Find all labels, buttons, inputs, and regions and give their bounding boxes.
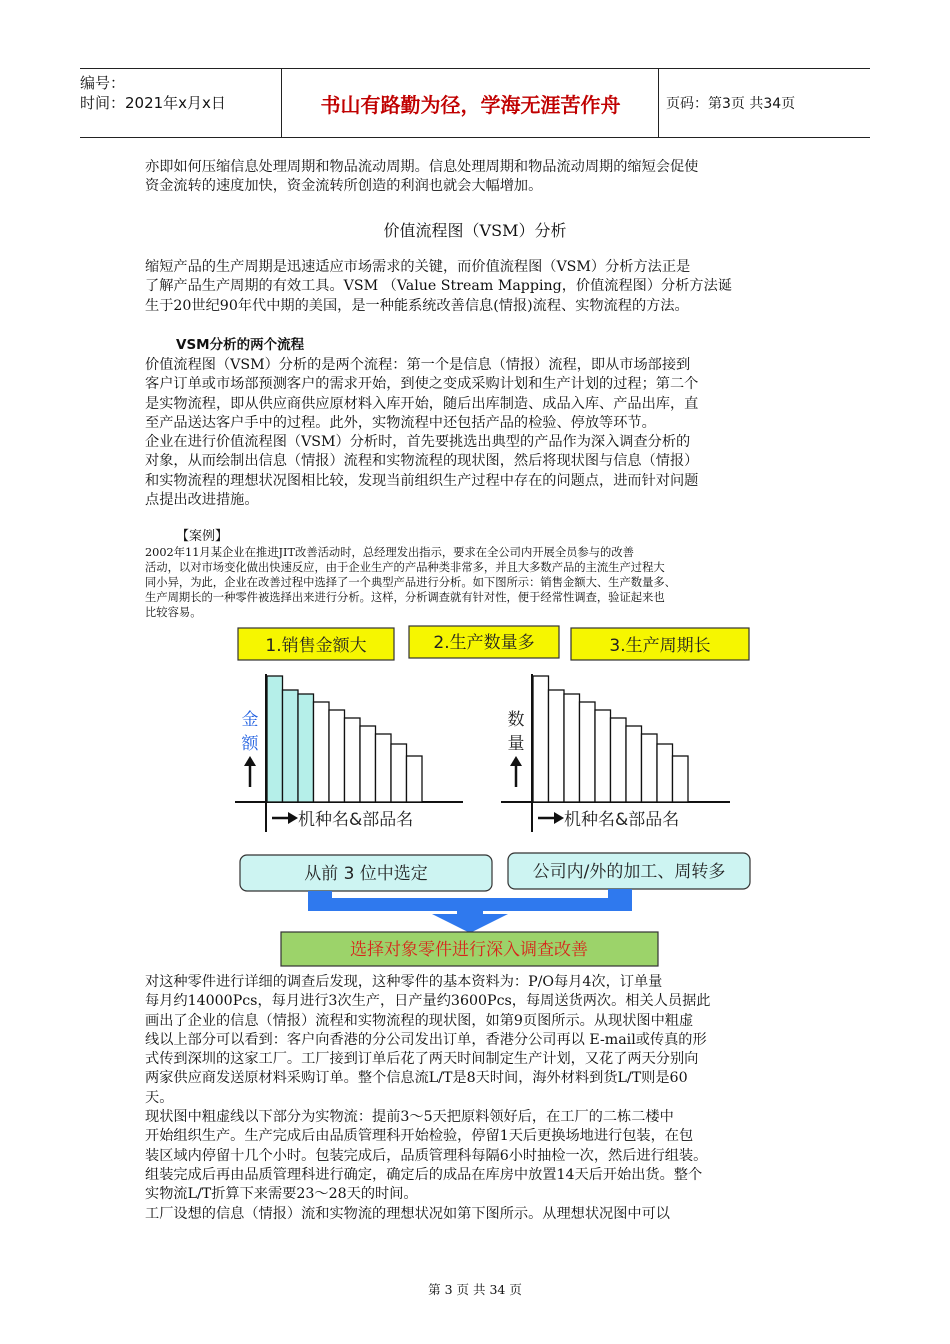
section-title: 价值流程图（VSM）分析: [383, 221, 567, 240]
up-arrow-icon: [510, 756, 522, 787]
text-line: 资金流转的速度加快，资金流转所创造的利润也就会大幅增加。: [145, 178, 543, 195]
right-ylabel-2: 量: [507, 734, 525, 754]
vsm-intro-paragraph: [145, 258, 810, 316]
pareto-bar: [626, 726, 642, 802]
text-line: 至产品送达客户手中的过程。此外，实物流程中还包括产品的检验、停放等环节。: [145, 414, 656, 431]
text-line: 了解产品生产周期的有效工具。VSM （Value Stream Mapping，价值流程图）分析方法诞: [145, 278, 732, 295]
text-line: 生产周期长的一种零件被选择出来进行分析。这样，分析调查就有针对性，便于经常性调查，验证起来也: [145, 591, 665, 604]
pareto-bar: [314, 702, 330, 802]
criteria-box-2-label: 2.生产数量多: [433, 633, 535, 653]
text-line: 现状图中粗虚线以下部分为实物流：提前3～5天把原料领好后，在工厂的二栋二楼中: [145, 1109, 674, 1126]
page-header: [80, 68, 870, 138]
number-label: 编号：: [80, 74, 126, 92]
pareto-bar: [329, 710, 345, 802]
selection-box-right-label: 公司内/外的加工、周转多: [532, 862, 726, 882]
pareto-bar: [611, 718, 627, 802]
text-line: 组装完成后再由品质管理科进行确定，确定后的成品在库房中放置14天后开始出货。整个: [145, 1166, 703, 1183]
criteria-box-3: [571, 628, 749, 660]
case-label: 【案例】: [176, 529, 229, 544]
pareto-bar: [360, 726, 376, 802]
text-line: 式传到深圳的这家工厂。工厂接到订单后花了两天时间制定生产计划，又花了两天分别向: [145, 1051, 699, 1068]
text-line: 装区域内停留十几个小时。包装完成后，品质管理科每隔6小时抽检一次，然后进行组装。: [145, 1147, 708, 1164]
text-line: 活动，以对市场变化做出快速反应，由于企业生产的产品种类非常多，并且大多数产品的主流生产过程大: [145, 561, 665, 574]
pareto-bar: [564, 694, 580, 802]
result-box: [281, 932, 658, 966]
text-line: 对这种零件进行详细的调查后发现，这种零件的基本资料为：P/O每月4次，订单量: [145, 974, 663, 990]
right-arrow-icon: [272, 812, 298, 824]
right-xlabel: 机种名&部品名: [564, 810, 680, 830]
text-line: 比较容易。: [145, 606, 202, 619]
after-figure-paragraph: [145, 973, 810, 1224]
text-line: 缩短产品的生产周期是迅速适应市场需求的关键，而价值流程图（VSM）分析方法正是: [145, 259, 691, 275]
case-text: [145, 545, 825, 620]
pareto-bar: [298, 694, 314, 802]
text-line: 是实物流程，即从供应商供应原材料入库开始，随后出库制造、成品入库、产品出库，直: [145, 395, 699, 412]
time-label: 时间：2021年x月x日: [80, 94, 226, 112]
result-box-label: 选择对象零件进行深入调查改善: [350, 940, 588, 960]
pareto-bar: [283, 690, 299, 802]
subheading: [176, 336, 841, 355]
page-footer: 第 3 页 共 34 页: [428, 1282, 522, 1297]
text-line: 两家供应商发送原材料采购订单。整个信息流L/T是8天时间，海外材料到货L/T则是60: [145, 1070, 688, 1087]
text-line: 对象，从而绘制出信息（情报）流程和实物流程的现状图，然后将现状图与信息（情报）: [145, 453, 699, 470]
text-line: 亦即如何压缩信息处理周期和物品流动周期。信息处理周期和物品流动周期的缩短会促使: [145, 159, 699, 175]
text-line: 2002年11月某企业在推进JIT改善活动时，总经理发出指示，要求在全公司内开展全员参与的改善: [145, 546, 634, 559]
pareto-bar: [533, 676, 549, 802]
subheading-text: VSM分析的两个流程: [176, 337, 305, 353]
left-ylabel-1: 金: [241, 710, 259, 730]
text-line: 生于20世纪90年代中期的美国，是一种能系统改善信息(情报)流程、实物流程的方法。: [145, 297, 689, 314]
text-line: 和实物流程的理想状况图相比较，发现当前组织生产过程中存在的问题点，进而针对问题: [145, 472, 699, 489]
selection-diagram: [228, 622, 758, 972]
text-line: 每月约14000Pcs，每月进行3次生产，日产量约3600Pcs，每周送货两次。相关人员据此: [145, 993, 711, 1010]
pareto-bar: [595, 710, 611, 802]
pareto-bar: [345, 718, 361, 802]
pareto-bar: [407, 756, 423, 802]
pareto-bar: [580, 702, 596, 802]
header-page-info: 页码：第3页 共34页: [666, 96, 796, 112]
text-line: 实物流L/T折算下来需要23～28天的时间。: [145, 1186, 418, 1203]
pareto-bar: [657, 744, 673, 802]
text-line: 天。: [145, 1089, 174, 1106]
text-line: 价值流程图（VSM）分析的是两个流程：第一个是信息（情报）流程，即从市场部接到: [145, 357, 691, 373]
text-line: 开始组织生产。生产完成后由品质管理科开始检验，停留1天后更换场地进行包装，在包: [145, 1128, 694, 1145]
text-line: 点提出改进措施。: [145, 492, 259, 509]
pareto-bar: [549, 690, 565, 802]
two-flows-paragraph: [145, 356, 810, 510]
pareto-bar: [642, 734, 658, 802]
criteria-box-1-label: 1.销售金额大: [265, 636, 367, 656]
text-line: 客户订单或市场部预测客户的需求开始，到使之变成采购计划和生产计划的过程；第二个: [145, 376, 699, 393]
pareto-bar: [376, 734, 392, 802]
header-meta-cell: [80, 69, 282, 137]
text-line: 线以上部分可以看到：客户向香港的分公司发出订单，香港分公司再以 E-mail或传真的形: [145, 1031, 707, 1048]
left-pareto-chart: [235, 674, 463, 832]
criteria-box-3-label: 3.生产周期长: [609, 636, 711, 656]
selection-box-left-label: 从前 3 位中选定: [304, 864, 428, 884]
text-line: 工厂设想的信息（情报）流和实物流的理想状况如第下图所示。从理想状况图中可以: [145, 1205, 670, 1222]
right-pareto-chart: [501, 674, 730, 832]
up-arrow-icon: [244, 756, 256, 787]
header-motto: 书山有路勤为径，学海无涯苦作舟: [283, 69, 659, 137]
criteria-box-1: [238, 628, 394, 660]
selection-box-right: [508, 853, 750, 889]
text-line: 画出了企业的信息（情报）流程和实物流程的现状图，如第9页图所示。从现状图中粗虚: [145, 1012, 694, 1029]
pareto-bar: [673, 756, 689, 802]
right-arrow-icon: [538, 812, 564, 824]
left-xlabel: 机种名&部品名: [298, 810, 414, 830]
merge-arrow-icon: [308, 889, 632, 933]
text-line: 企业在进行价值流程图（VSM）分析时，首先要挑选出典型的产品作为深入调查分析的: [145, 434, 691, 451]
pareto-bar: [391, 744, 407, 802]
pareto-bar: [267, 676, 283, 802]
left-ylabel-2: 额: [241, 734, 259, 754]
right-ylabel-1: 数: [507, 710, 525, 730]
text-line: 同小异，为此，企业在改善过程中选择了一个典型产品进行分析。如下图所示：销售金额大、生产数量多、: [145, 576, 676, 589]
criteria-box-2: [409, 626, 559, 658]
intro-paragraph: [145, 158, 810, 197]
selection-box-left: [240, 855, 492, 891]
